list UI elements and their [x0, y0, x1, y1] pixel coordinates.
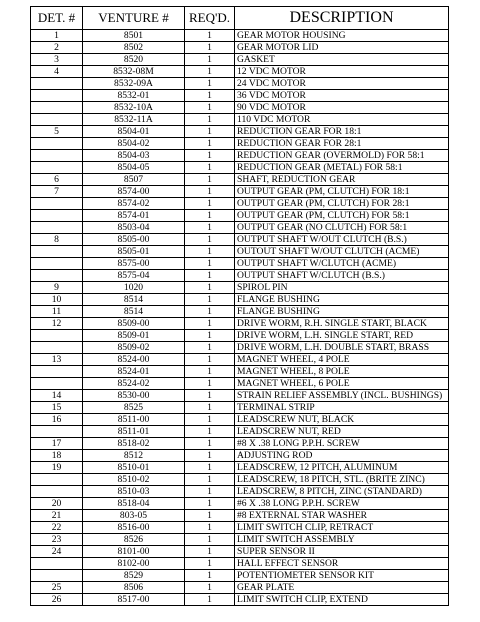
det-number-cell: [31, 102, 83, 114]
required-qty-cell: 1: [185, 462, 235, 474]
venture-number-cell: 8511-01: [83, 426, 185, 438]
venture-number-cell: 8504-05: [83, 162, 185, 174]
det-number-cell: [31, 222, 83, 234]
venture-number-cell: 8532-10A: [83, 102, 185, 114]
table-row: [31, 366, 449, 378]
table-row: [31, 582, 449, 594]
description-cell: LEADSCREW, 8 PITCH, ZINC (STANDARD): [235, 486, 449, 498]
venture-number-cell: 8524-02: [83, 378, 185, 390]
required-qty-cell: 1: [185, 162, 235, 174]
venture-number-cell: 8503-04: [83, 222, 185, 234]
venture-number-cell: 8524-00: [83, 354, 185, 366]
det-number-cell: 14: [31, 390, 83, 402]
det-number-cell: 17: [31, 438, 83, 450]
table-row: [31, 270, 449, 282]
det-number-cell: 2: [31, 42, 83, 54]
table-row: [31, 414, 449, 426]
det-number-cell: 5: [31, 126, 83, 138]
required-qty-cell: 1: [185, 234, 235, 246]
table-row: [31, 222, 449, 234]
required-qty-cell: 1: [185, 330, 235, 342]
description-cell: MAGNET WHEEL, 8 POLE: [235, 366, 449, 378]
venture-number-cell: 8102-00: [83, 558, 185, 570]
required-qty-cell: 1: [185, 54, 235, 66]
description-cell: LEADSCREW NUT, RED: [235, 426, 449, 438]
description-cell: LEADSCREW, 12 PITCH, ALUMINUM: [235, 462, 449, 474]
required-qty-cell: 1: [185, 210, 235, 222]
det-number-cell: 18: [31, 450, 83, 462]
table-row: [31, 258, 449, 270]
header-venture-number: VENTURE #: [83, 7, 185, 30]
det-number-cell: [31, 210, 83, 222]
table-row: [31, 402, 449, 414]
det-number-cell: 1: [31, 30, 83, 42]
det-number-cell: [31, 570, 83, 582]
required-qty-cell: 1: [185, 186, 235, 198]
venture-number-cell: 8509-00: [83, 318, 185, 330]
table-row: [31, 306, 449, 318]
table-row: [31, 78, 449, 90]
table-row: [31, 138, 449, 150]
description-cell: DRIVE WORM, R.H. SINGLE START, BLACK: [235, 318, 449, 330]
venture-number-cell: 8509-02: [83, 342, 185, 354]
description-cell: FLANGE BUSHING: [235, 294, 449, 306]
description-cell: LIMIT SWITCH CLIP, EXTEND: [235, 594, 449, 606]
table-row: [31, 198, 449, 210]
venture-number-cell: 8532-01: [83, 90, 185, 102]
required-qty-cell: 1: [185, 498, 235, 510]
required-qty-cell: 1: [185, 390, 235, 402]
required-qty-cell: 1: [185, 150, 235, 162]
venture-number-cell: 8504-03: [83, 150, 185, 162]
venture-number-cell: 8504-02: [83, 138, 185, 150]
required-qty-cell: 1: [185, 294, 235, 306]
table-row: [31, 150, 449, 162]
table-row: [31, 282, 449, 294]
description-cell: REDUCTION GEAR (OVERMOLD) FOR 58:1: [235, 150, 449, 162]
description-cell: #8 EXTERNAL STAR WASHER: [235, 510, 449, 522]
venture-number-cell: 8501: [83, 30, 185, 42]
required-qty-cell: 1: [185, 138, 235, 150]
required-qty-cell: 1: [185, 270, 235, 282]
table-row: [31, 246, 449, 258]
det-number-cell: 4: [31, 66, 83, 78]
description-cell: MAGNET WHEEL, 4 POLE: [235, 354, 449, 366]
table-row: [31, 570, 449, 582]
venture-number-cell: 8505-00: [83, 234, 185, 246]
det-number-cell: 11: [31, 306, 83, 318]
parts-list-body: [31, 30, 449, 606]
description-cell: GEAR MOTOR HOUSING: [235, 30, 449, 42]
table-row: [31, 426, 449, 438]
required-qty-cell: 1: [185, 318, 235, 330]
required-qty-cell: 1: [185, 222, 235, 234]
required-qty-cell: 1: [185, 414, 235, 426]
venture-number-cell: 8510-03: [83, 486, 185, 498]
det-number-cell: [31, 78, 83, 90]
table-row: [31, 450, 449, 462]
table-row: [31, 330, 449, 342]
table-row: [31, 102, 449, 114]
header-det-number: DET. #: [31, 7, 83, 30]
table-row: [31, 438, 449, 450]
description-cell: OUTPUT GEAR (NO CLUTCH) FOR 58:1: [235, 222, 449, 234]
det-number-cell: [31, 474, 83, 486]
table-row: [31, 486, 449, 498]
det-number-cell: 9: [31, 282, 83, 294]
venture-number-cell: 8514: [83, 306, 185, 318]
table-row: [31, 378, 449, 390]
description-cell: LEADSCREW, 18 PITCH, STL. (BRITE ZINC): [235, 474, 449, 486]
venture-number-cell: 803-05: [83, 510, 185, 522]
det-number-cell: [31, 258, 83, 270]
description-cell: 90 VDC MOTOR: [235, 102, 449, 114]
description-cell: OUTPUT SHAFT W/CLUTCH (ACME): [235, 258, 449, 270]
table-row: [31, 186, 449, 198]
description-cell: STRAIN RELIEF ASSEMBLY (INCL. BUSHINGS): [235, 390, 449, 402]
description-cell: SHAFT, REDUCTION GEAR: [235, 174, 449, 186]
venture-number-cell: 8530-00: [83, 390, 185, 402]
venture-number-cell: 8529: [83, 570, 185, 582]
det-number-cell: [31, 558, 83, 570]
venture-number-cell: 8524-01: [83, 366, 185, 378]
table-row: [31, 558, 449, 570]
det-number-cell: 22: [31, 522, 83, 534]
table-row: [31, 42, 449, 54]
description-cell: REDUCTION GEAR FOR 28:1: [235, 138, 449, 150]
table-row: [31, 354, 449, 366]
required-qty-cell: 1: [185, 174, 235, 186]
description-cell: OUTOUT SHAFT W/OUT CLUTCH (ACME): [235, 246, 449, 258]
required-qty-cell: 1: [185, 366, 235, 378]
required-qty-cell: 1: [185, 90, 235, 102]
table-row: [31, 126, 449, 138]
venture-number-cell: 8510-01: [83, 462, 185, 474]
venture-number-cell: 8575-00: [83, 258, 185, 270]
table-row: [31, 534, 449, 546]
det-number-cell: 24: [31, 546, 83, 558]
det-number-cell: [31, 426, 83, 438]
required-qty-cell: 1: [185, 30, 235, 42]
required-qty-cell: 1: [185, 570, 235, 582]
description-cell: POTENTIOMETER SENSOR KIT: [235, 570, 449, 582]
header-row: [31, 7, 449, 30]
venture-number-cell: 8574-02: [83, 198, 185, 210]
description-cell: 36 VDC MOTOR: [235, 90, 449, 102]
venture-number-cell: 8574-01: [83, 210, 185, 222]
required-qty-cell: 1: [185, 354, 235, 366]
table-row: [31, 474, 449, 486]
description-cell: OUTPUT GEAR (PM, CLUTCH) FOR 18:1: [235, 186, 449, 198]
required-qty-cell: 1: [185, 258, 235, 270]
table-row: [31, 54, 449, 66]
venture-number-cell: 8101-00: [83, 546, 185, 558]
det-number-cell: 3: [31, 54, 83, 66]
det-number-cell: 26: [31, 594, 83, 606]
description-cell: OUTPUT SHAFT W/CLUTCH (B.S.): [235, 270, 449, 282]
venture-number-cell: 8506: [83, 582, 185, 594]
required-qty-cell: 1: [185, 522, 235, 534]
description-cell: LEADSCREW NUT, BLACK: [235, 414, 449, 426]
parts-list-sheet: [30, 6, 448, 606]
det-number-cell: 19: [31, 462, 83, 474]
det-number-cell: 8: [31, 234, 83, 246]
det-number-cell: [31, 378, 83, 390]
table-row: [31, 390, 449, 402]
venture-number-cell: 8532-08M: [83, 66, 185, 78]
table-row: [31, 498, 449, 510]
required-qty-cell: 1: [185, 102, 235, 114]
required-qty-cell: 1: [185, 66, 235, 78]
venture-number-cell: 8517-00: [83, 594, 185, 606]
description-cell: MAGNET WHEEL, 6 POLE: [235, 378, 449, 390]
required-qty-cell: 1: [185, 426, 235, 438]
header-required-qty: REQ'D.: [185, 7, 235, 30]
header-description: DESCRIPTION: [235, 7, 449, 30]
det-number-cell: [31, 246, 83, 258]
required-qty-cell: 1: [185, 546, 235, 558]
venture-number-cell: 8514: [83, 294, 185, 306]
det-number-cell: [31, 162, 83, 174]
det-number-cell: 25: [31, 582, 83, 594]
required-qty-cell: 1: [185, 114, 235, 126]
det-number-cell: 7: [31, 186, 83, 198]
table-row: [31, 66, 449, 78]
description-cell: GEAR MOTOR LID: [235, 42, 449, 54]
table-row: [31, 510, 449, 522]
det-number-cell: [31, 486, 83, 498]
description-cell: DRIVE WORM, L.H. SINGLE START, RED: [235, 330, 449, 342]
required-qty-cell: 1: [185, 594, 235, 606]
description-cell: REDUCTION GEAR FOR 18:1: [235, 126, 449, 138]
required-qty-cell: 1: [185, 438, 235, 450]
table-row: [31, 342, 449, 354]
det-number-cell: [31, 366, 83, 378]
description-cell: OUTPUT GEAR (PM, CLUTCH) FOR 58:1: [235, 210, 449, 222]
venture-number-cell: 8507: [83, 174, 185, 186]
table-row: [31, 294, 449, 306]
description-cell: ADJUSTING ROD: [235, 450, 449, 462]
venture-number-cell: 8510-02: [83, 474, 185, 486]
venture-number-cell: 8516-00: [83, 522, 185, 534]
required-qty-cell: 1: [185, 510, 235, 522]
table-row: [31, 522, 449, 534]
description-cell: 110 VDC MOTOR: [235, 114, 449, 126]
required-qty-cell: 1: [185, 450, 235, 462]
venture-number-cell: 8526: [83, 534, 185, 546]
venture-number-cell: 8504-01: [83, 126, 185, 138]
table-row: [31, 114, 449, 126]
det-number-cell: 23: [31, 534, 83, 546]
description-cell: LIMIT SWITCH CLIP, RETRACT: [235, 522, 449, 534]
required-qty-cell: 1: [185, 42, 235, 54]
venture-number-cell: 8575-04: [83, 270, 185, 282]
description-cell: #6 X .38 LONG P.P.H. SCREW: [235, 498, 449, 510]
table-row: [31, 30, 449, 42]
description-cell: #8 X .38 LONG P.P.H. SCREW: [235, 438, 449, 450]
required-qty-cell: 1: [185, 486, 235, 498]
description-cell: GEAR PLATE: [235, 582, 449, 594]
description-cell: OUTPUT GEAR (PM, CLUTCH) FOR 28:1: [235, 198, 449, 210]
det-number-cell: 15: [31, 402, 83, 414]
venture-number-cell: 8511-00: [83, 414, 185, 426]
description-cell: TERMINAL STRIP: [235, 402, 449, 414]
required-qty-cell: 1: [185, 378, 235, 390]
venture-number-cell: 8532-11A: [83, 114, 185, 126]
description-cell: SUPER SENSOR II: [235, 546, 449, 558]
required-qty-cell: 1: [185, 402, 235, 414]
table-row: [31, 174, 449, 186]
venture-number-cell: 8502: [83, 42, 185, 54]
required-qty-cell: 1: [185, 582, 235, 594]
det-number-cell: 6: [31, 174, 83, 186]
description-cell: REDUCTION GEAR (METAL) FOR 58:1: [235, 162, 449, 174]
description-cell: GASKET: [235, 54, 449, 66]
required-qty-cell: 1: [185, 78, 235, 90]
description-cell: SPIROL PIN: [235, 282, 449, 294]
description-cell: HALL EFFECT SENSOR: [235, 558, 449, 570]
parts-list-table: [30, 6, 449, 606]
det-number-cell: [31, 270, 83, 282]
required-qty-cell: 1: [185, 126, 235, 138]
det-number-cell: [31, 90, 83, 102]
det-number-cell: [31, 330, 83, 342]
venture-number-cell: 8509-01: [83, 330, 185, 342]
required-qty-cell: 1: [185, 282, 235, 294]
venture-number-cell: 8518-02: [83, 438, 185, 450]
required-qty-cell: 1: [185, 246, 235, 258]
description-cell: 12 VDC MOTOR: [235, 66, 449, 78]
venture-number-cell: 8525: [83, 402, 185, 414]
det-number-cell: [31, 342, 83, 354]
det-number-cell: [31, 198, 83, 210]
venture-number-cell: 8518-04: [83, 498, 185, 510]
required-qty-cell: 1: [185, 342, 235, 354]
description-cell: LIMIT SWITCH ASSEMBLY: [235, 534, 449, 546]
description-cell: DRIVE WORM, L.H. DOUBLE START, BRASS: [235, 342, 449, 354]
det-number-cell: 12: [31, 318, 83, 330]
table-row: [31, 462, 449, 474]
table-row: [31, 162, 449, 174]
description-cell: FLANGE BUSHING: [235, 306, 449, 318]
venture-number-cell: 8574-00: [83, 186, 185, 198]
description-cell: OUTPUT SHAFT W/OUT CLUTCH (B.S.): [235, 234, 449, 246]
det-number-cell: [31, 114, 83, 126]
det-number-cell: 10: [31, 294, 83, 306]
table-row: [31, 546, 449, 558]
det-number-cell: [31, 150, 83, 162]
table-row: [31, 90, 449, 102]
description-cell: 24 VDC MOTOR: [235, 78, 449, 90]
det-number-cell: 16: [31, 414, 83, 426]
det-number-cell: 13: [31, 354, 83, 366]
venture-number-cell: 8520: [83, 54, 185, 66]
required-qty-cell: 1: [185, 474, 235, 486]
venture-number-cell: 8505-01: [83, 246, 185, 258]
table-row: [31, 594, 449, 606]
required-qty-cell: 1: [185, 198, 235, 210]
table-row: [31, 318, 449, 330]
venture-number-cell: 8532-09A: [83, 78, 185, 90]
table-row: [31, 234, 449, 246]
required-qty-cell: 1: [185, 306, 235, 318]
det-number-cell: 21: [31, 510, 83, 522]
required-qty-cell: 1: [185, 558, 235, 570]
det-number-cell: 20: [31, 498, 83, 510]
venture-number-cell: 8512: [83, 450, 185, 462]
required-qty-cell: 1: [185, 534, 235, 546]
venture-number-cell: 1020: [83, 282, 185, 294]
det-number-cell: [31, 138, 83, 150]
table-row: [31, 210, 449, 222]
